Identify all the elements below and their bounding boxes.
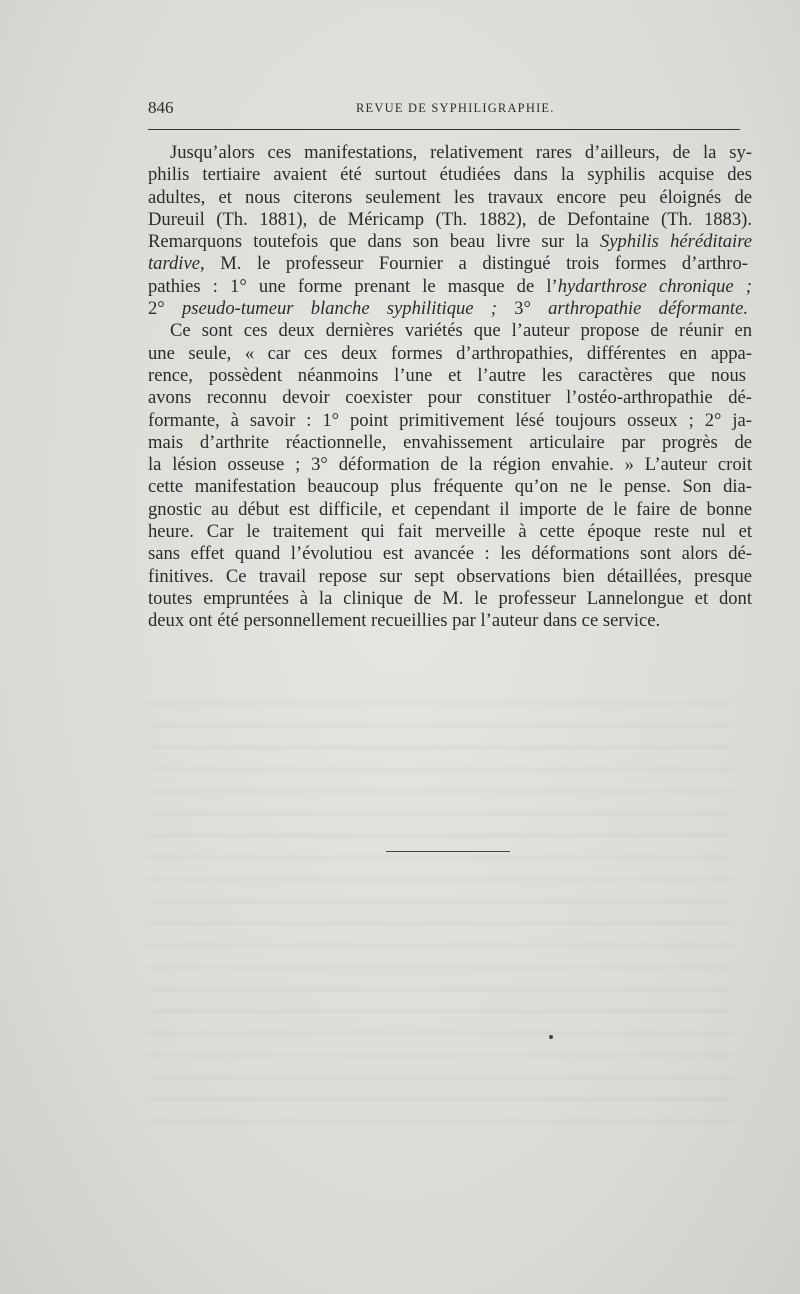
text-line: Dureuil (Th. 1881), de Méricamp (Th. 1882), de Defontaine (Th. 1883).: [148, 208, 752, 230]
section-end-rule: [386, 851, 510, 852]
italic-phrase: pseudo-tumeur blanche syphilitique ;: [181, 298, 497, 320]
show-through-texture: [150, 690, 730, 1130]
italic-phrase: tardive: [148, 253, 200, 275]
page-number: 846: [148, 98, 174, 117]
text-line: adultes, et nous citerons seulement les travaux encore peu éloignés de: [148, 186, 752, 208]
text-line: finitives. Ce travail repose sur sept observations bien détaillées, presque: [148, 565, 752, 587]
text-line: mais d’arthrite réactionnelle, envahissement articulaire par progrès de: [148, 431, 752, 453]
text-line: deux ont été personnellement recueillies par l’auteur dans ce service.: [148, 610, 661, 632]
text-line: Jusqu’alors ces manifestations, relativement rares d’ailleurs, de la sy-: [170, 142, 752, 163]
article-body: [148, 142, 752, 633]
running-header: [148, 98, 740, 120]
text-line: 2° pseudo-tumeur blanche syphilitique ; 3° arthropathie déformante.: [148, 298, 748, 320]
text-line: philis tertiaire avaient été surtout étudiées dans la syphilis acquise des: [148, 164, 752, 186]
italic-phrase: hydarthrose chronique ;: [557, 275, 752, 297]
ink-speck: [549, 1035, 553, 1039]
text-line: formante, à savoir : 1° point primitivement lésé toujours osseux ; 2° ja-: [148, 409, 752, 431]
text-line: pathies : 1° une forme prenant le masque de l’hydarthrose chronique ;: [148, 275, 752, 297]
text-line: gnostic au début est difficile, et cependant il importe de le faire de bonne: [148, 498, 752, 520]
text-line: avons reconnu devoir coexister pour constituer l’ostéo-arthropathie dé-: [148, 387, 752, 409]
text-line: Ce sont ces deux dernières variétés que l’auteur propose de réunir en: [170, 320, 752, 342]
text-line: sans effet quand l’évolutiou est avancée : les déformations sont alors dé-: [148, 543, 752, 565]
text-line: heure. Car le traitement qui fait merveille à cette époque reste nul et: [148, 521, 752, 543]
text-line: cette manifestation beaucoup plus fréquente qu’on ne le pense. Son dia-: [148, 476, 752, 498]
text-line: toutes empruntées à la clinique de M. le professeur Lannelongue et dont: [148, 587, 752, 609]
text-line: Remarquons toutefois que dans son beau livre sur la Syphilis héréditaire: [148, 231, 752, 253]
italic-phrase: Syphilis héréditaire: [599, 231, 752, 253]
header-rule: [148, 129, 740, 130]
text-line: une seule, « car ces deux formes d’arthropathies, différentes en appa-: [148, 342, 752, 364]
text-line: rence, possèdent néanmoins l’une et l’autre les caractères que nous: [148, 364, 746, 386]
italic-phrase: arthropathie déformante.: [548, 298, 748, 320]
text-line: la lésion osseuse ; 3° déformation de la région envahie. » L’auteur croit: [148, 454, 752, 476]
text-line: tardive, M. le professeur Fournier a distingué trois formes d’arthro-: [148, 253, 748, 275]
running-title: REVUE DE SYPHILIGRAPHIE.: [356, 101, 555, 115]
